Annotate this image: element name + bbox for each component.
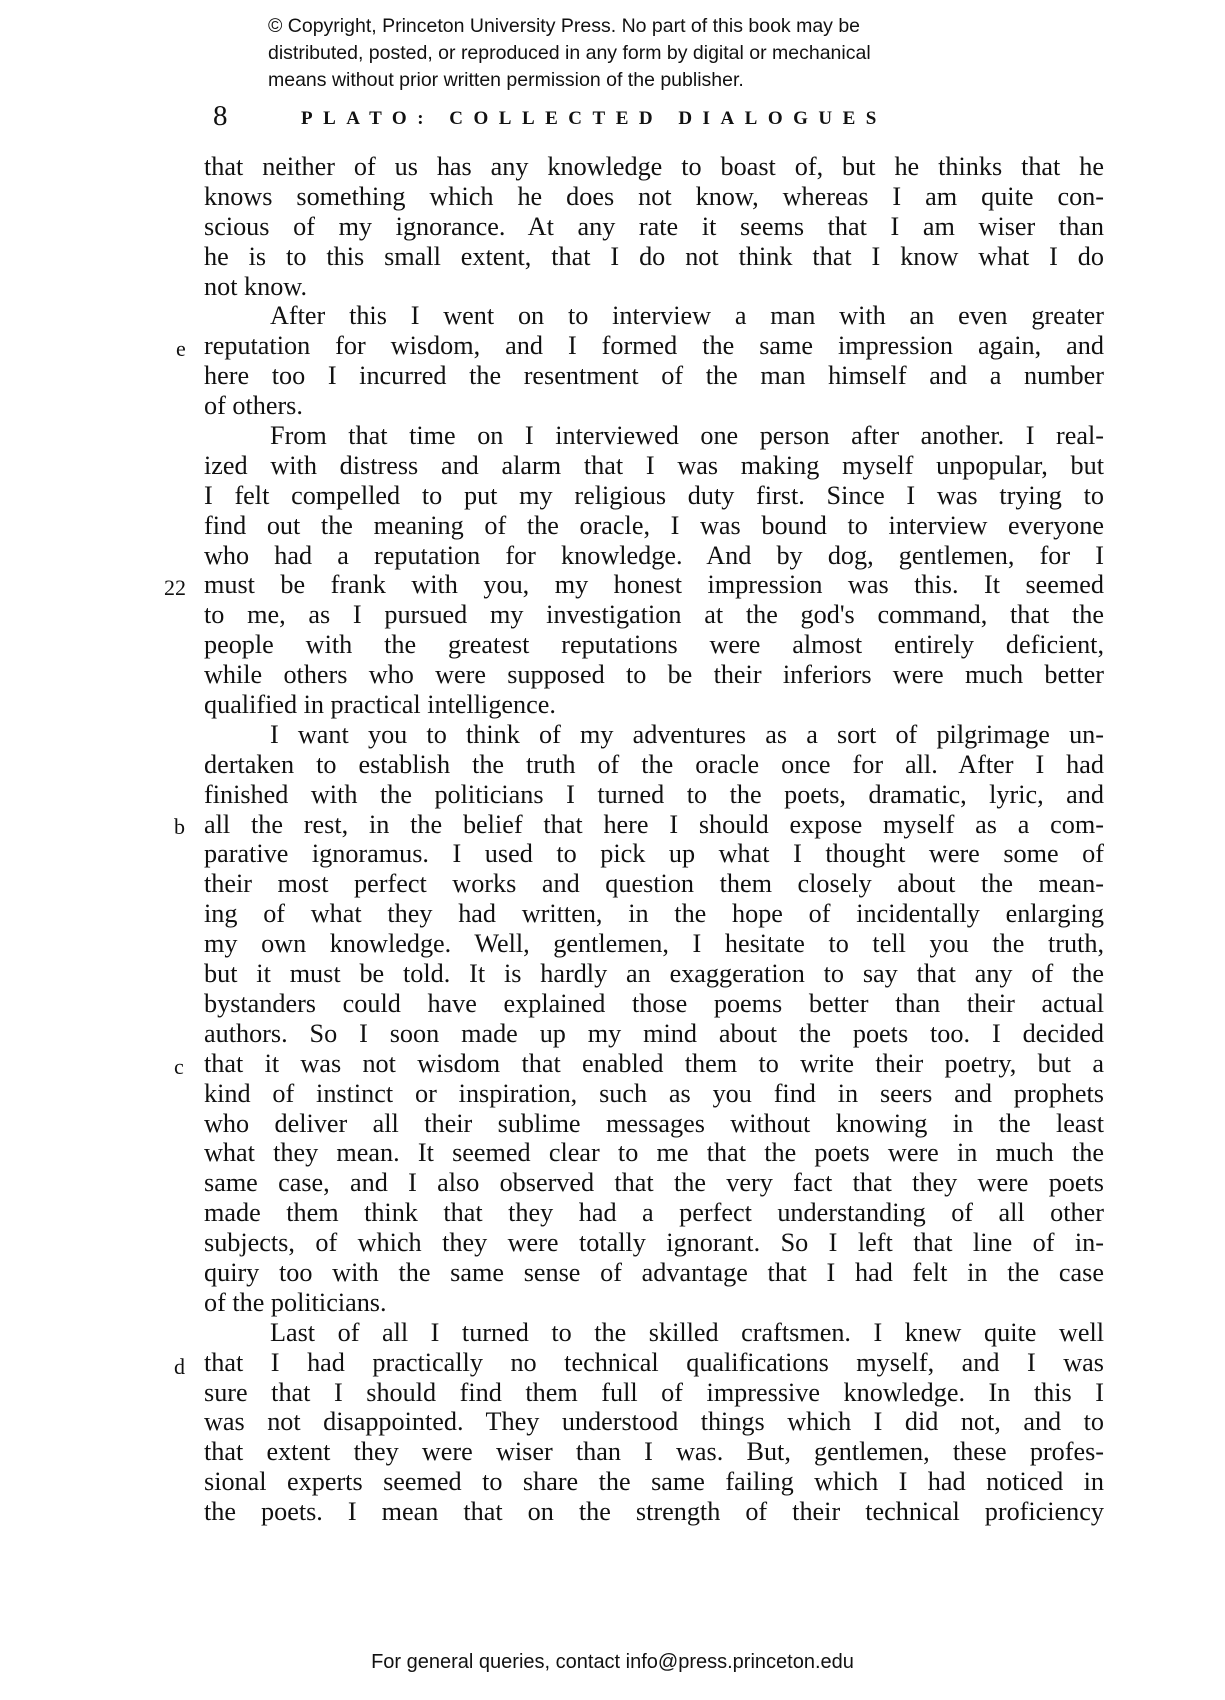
text-line: that extent they were wiser than I was. But, gentlemen, these profes- — [204, 1437, 1104, 1467]
text-line: bystanders could have explained those poems better than their actual — [204, 988, 1104, 1018]
text-line: while others who were supposed to be their inferiors were much better — [204, 660, 1104, 690]
text-line: made them think that they had a perfect understanding of all other — [204, 1198, 1104, 1228]
margin-label-c: c — [174, 1054, 184, 1079]
text-line: qualified in practical intelligence. — [204, 690, 556, 720]
text-line: I felt compelled to put my religious duty first. Since I was trying to — [204, 480, 1104, 510]
text-line: find out the meaning of the oracle, I was bound to interview everyone — [204, 510, 1104, 540]
text-line: that I had practically no technical qualifications myself, and I was — [204, 1347, 1104, 1377]
running-head: PLATO: COLLECTED DIALOGUES — [301, 108, 887, 129]
margin-label-b: b — [174, 814, 185, 839]
text-line: reputation for wisdom, and I formed the same impression again, and — [204, 331, 1104, 361]
text-line: parative ignoramus. I used to pick up what I thought were some of — [204, 839, 1104, 869]
text-line: of others. — [204, 391, 303, 421]
text-line: my own knowledge. Well, gentlemen, I hesitate to tell you the truth, — [204, 929, 1104, 959]
text-line: ized with distress and alarm that I was making myself unpopular, but — [204, 450, 1104, 480]
margin-label-e: e — [176, 336, 186, 361]
text-line: the poets. I mean that on the strength of their technical proficiency — [204, 1497, 1104, 1527]
text-line: I want you to think of my adventures as a sort of pilgrimage un- — [270, 719, 1104, 749]
page-number: 8 — [213, 100, 228, 132]
text-line: kind of instinct or inspiration, such as you find in seers and prophets — [204, 1078, 1104, 1108]
text-line: their most perfect works and question them closely about the mean- — [204, 869, 1104, 899]
text-line: quiry too with the same sense of advantage that I had felt in the case — [204, 1257, 1104, 1287]
text-line: From that time on I interviewed one person after another. I real- — [270, 421, 1104, 451]
text-line: same case, and I also observed that the very fact that they were poets — [204, 1168, 1104, 1198]
text-line: sional experts seemed to share the same failing which I had noticed in — [204, 1467, 1104, 1497]
text-line: of the politicians. — [204, 1287, 387, 1317]
text-line: that it was not wisdom that enabled them to write their poetry, but a — [204, 1048, 1104, 1078]
text-line: to me, as I pursued my investigation at the god's command, that the — [204, 600, 1104, 630]
text-line: authors. So I soon made up my mind about the poets too. I decided — [204, 1018, 1104, 1048]
text-line: but it must be told. It is hardly an exaggeration to say that any of the — [204, 959, 1104, 989]
text-line: sure that I should find them full of impressive knowledge. In this I — [204, 1377, 1104, 1407]
page-header — [213, 100, 1063, 136]
copyright-notice — [268, 13, 1028, 94]
copyright-line-3: means without prior written permission of the publisher. — [268, 69, 744, 91]
copyright-line-2: distributed, posted, or reproduced in any form by digital or mechanical — [268, 42, 871, 64]
text-line: scious of my ignorance. At any rate it seems that I am wiser than — [204, 211, 1104, 241]
text-line: must be frank with you, my honest impression was this. It seemed — [204, 570, 1104, 600]
copyright-line-1: © Copyright, Princeton University Press. No part of this book may be — [268, 15, 861, 37]
text-line: After this I went on to interview a man with an even greater — [270, 301, 1104, 331]
text-line: what they mean. It seemed clear to me that the poets were in much the — [204, 1138, 1104, 1168]
text-line: finished with the politicians I turned to the poets, dramatic, lyric, and — [204, 779, 1104, 809]
body-text — [204, 152, 1104, 1527]
text-line: subjects, of which they were totally ignorant. So I left that line of in- — [204, 1228, 1104, 1258]
text-line: he is to this small extent, that I do not think that I know what I do — [204, 241, 1104, 271]
text-line: that neither of us has any knowledge to boast of, but he thinks that he — [204, 152, 1104, 181]
footer-contact: For general queries, contact info@press.princeton.edu — [371, 1651, 854, 1673]
text-line: Last of all I turned to the skilled craftsmen. I knew quite well — [270, 1317, 1104, 1347]
text-line: who had a reputation for knowledge. And by dog, gentlemen, for I — [204, 540, 1104, 570]
text-line: who deliver all their sublime messages without knowing in the least — [204, 1108, 1104, 1138]
text-line: not know. — [204, 271, 308, 301]
text-line: dertaken to establish the truth of the oracle once for all. After I had — [204, 749, 1104, 779]
margin-label-d: d — [174, 1354, 185, 1379]
margin-label-22: 22 — [164, 575, 186, 600]
text-line: was not disappointed. They understood things which I did not, and to — [204, 1407, 1104, 1437]
text-line: knows something which he does not know, whereas I am quite con- — [204, 181, 1104, 211]
text-line: ing of what they had written, in the hope of incidentally enlarging — [204, 899, 1104, 929]
text-line: here too I incurred the resentment of the man himself and a number — [204, 361, 1104, 391]
text-line: all the rest, in the belief that here I should expose myself as a com- — [204, 809, 1104, 839]
text-line: people with the greatest reputations were almost entirely deficient, — [204, 630, 1104, 660]
